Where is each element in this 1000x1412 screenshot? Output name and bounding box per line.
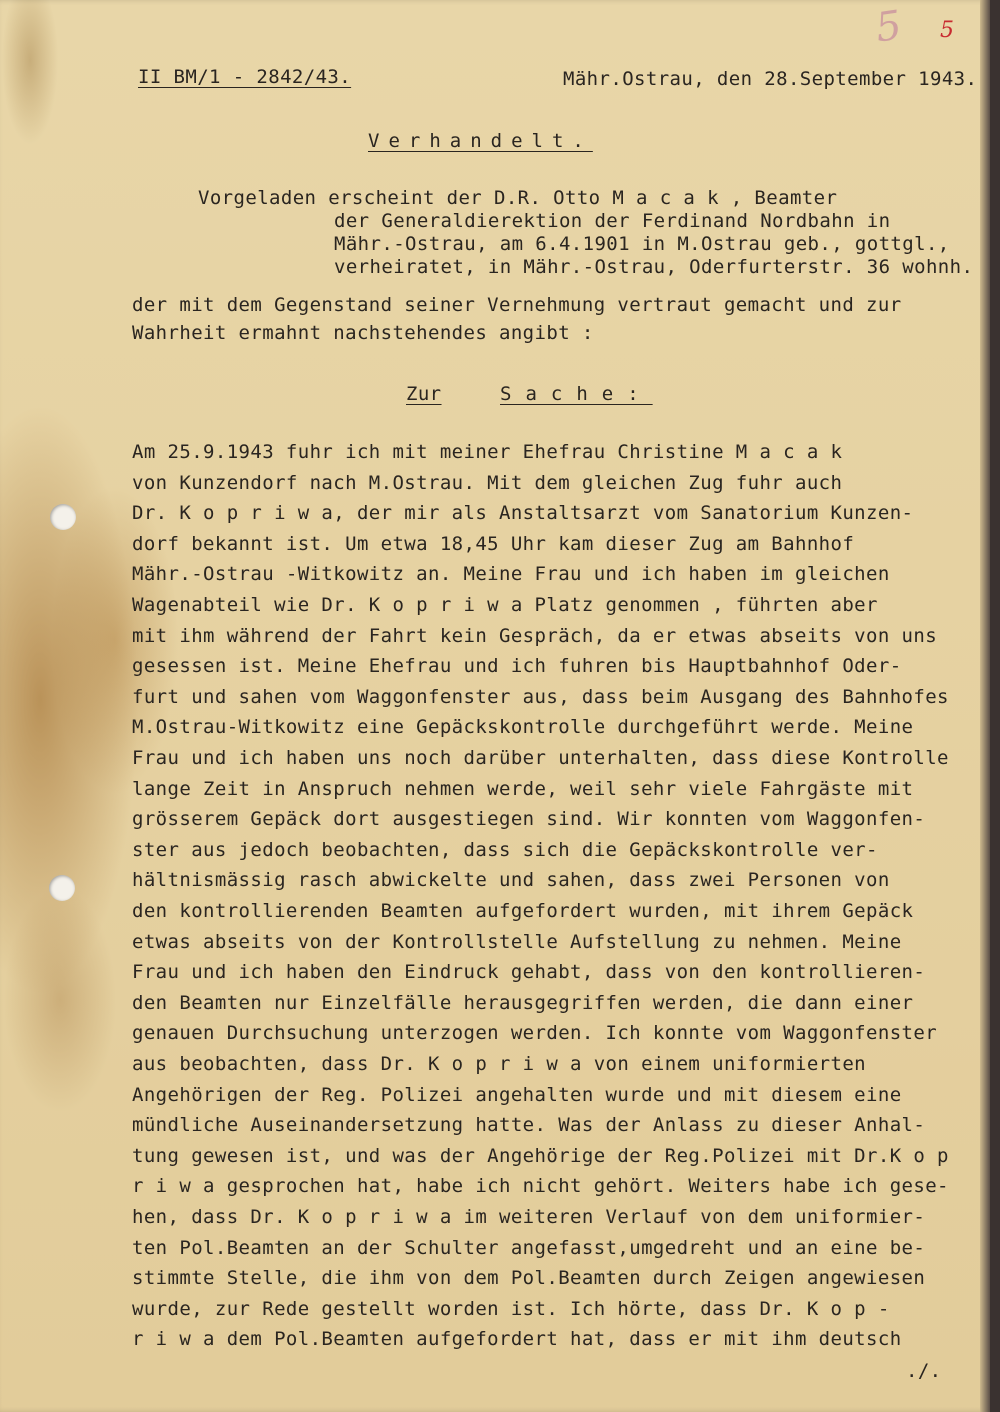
document-title: Verhandelt.: [368, 130, 593, 152]
intro-line-2: der Generaldierektion der Ferdinand Nordbahn in: [334, 210, 891, 232]
statement-line: Angehörigen der Reg. Polizei angehalten wurde und mit diesem eine: [132, 1084, 902, 1106]
place-date: Mähr.Ostrau, den 28.September 1943.: [563, 68, 978, 90]
continuation-mark: ./.: [906, 1360, 942, 1382]
statement-line: gesessen ist. Meine Ehefrau und ich fuhren bis Hauptbahnhof Oder-: [132, 655, 902, 677]
statement-line: Wagenabteil wie Dr. K o p r i w a Platz genommen , führten aber: [132, 594, 878, 616]
statement-line: von Kunzendorf nach M.Ostrau. Mit dem gleichen Zug fuhr auch: [132, 472, 843, 494]
statement-line: genauen Durchsuchung unterzogen werden. Ich konnte vom Waggonfenster: [132, 1022, 938, 1044]
page-edge: [980, 0, 990, 1412]
statement-line: mündliche Auseinandersetzung hatte. Was der Anlass zu dieser Anhal-: [132, 1114, 926, 1136]
file-reference: II BM/1 - 2842/43.: [138, 66, 352, 88]
punch-hole-top: [50, 504, 76, 530]
punch-hole-bottom: [49, 875, 75, 901]
red-page-number: 5: [940, 18, 954, 43]
preamble-line-1: der mit dem Gegenstand seiner Vernehmung vertraut gemacht und zur: [132, 294, 902, 316]
statement-line: hen, dass Dr. K o p r i w a im weiteren Verlauf von dem uniformier-: [132, 1206, 926, 1228]
preamble-line-2: Wahrheit ermahnt nachstehendes angibt :: [132, 322, 594, 344]
section-heading-sache: Sache:: [500, 383, 653, 405]
statement-line: grösserem Gepäck dort ausgestiegen sind. Wir konnten vom Waggonfen-: [132, 808, 926, 830]
statement-line: Frau und ich haben uns noch darüber unterhalten, dass diese Kontrolle: [132, 747, 949, 769]
statement-line: mit ihm während der Fahrt kein Gespräch, da er etwas abseits von uns: [132, 625, 938, 647]
statement-line: furt und sahen vom Waggonfenster aus, dass beim Ausgang des Bahnhofes: [132, 686, 949, 708]
statement-line: M.Ostrau-Witkowitz eine Gepäckskontrolle durchgeführt werde. Meine: [132, 716, 914, 738]
pencil-page-number: 5: [872, 2, 905, 52]
statement-line: ster aus jedoch beobachten, dass sich die Gepäckskontrolle ver-: [132, 839, 878, 861]
statement-line: wurde, zur Rede gestellt worden ist. Ich hörte, dass Dr. K o p -: [132, 1298, 890, 1320]
statement-line: r i w a dem Pol.Beamten aufgefordert hat, dass er mit ihm deutsch: [132, 1328, 902, 1350]
statement-line: r i w a gesprochen hat, habe ich nicht gehört. Weiters habe ich gese-: [132, 1175, 949, 1197]
statement-line: Mähr.-Ostrau -Witkowitz an. Meine Frau und ich haben im gleichen: [132, 563, 890, 585]
intro-line-4: verheiratet, in Mähr.-Ostrau, Oderfurterstr. 36 wohnh.: [334, 256, 974, 278]
statement-line: lange Zeit in Anspruch nehmen werde, weil sehr viele Fahrgäste mit: [132, 778, 914, 800]
intro-line-1: Vorgeladen erscheint der D.R. Otto M a c a k , Beamter: [198, 187, 838, 209]
statement-line: Frau und ich haben den Eindruck gehabt, dass von den kontrollieren-: [132, 961, 926, 983]
statement-line: Dr. K o p r i w a, der mir als Anstaltsarzt vom Sanatorium Kunzen-: [132, 502, 914, 524]
intro-line-3: Mähr.-Ostrau, am 6.4.1901 in M.Ostrau geb., gottgl.,: [334, 233, 950, 255]
statement-line: dorf bekannt ist. Um etwa 18,45 Uhr kam dieser Zug am Bahnhof: [132, 533, 855, 555]
statement-line: stimmte Stelle, die ihm von dem Pol.Beamten durch Zeigen angewiesen: [132, 1267, 926, 1289]
statement-line: ten Pol.Beamten an der Schulter angefasst,umgedreht und an eine be-: [132, 1237, 926, 1259]
statement-line: den Beamten nur Einzelfälle herausgegriffen werden, die dann einer: [132, 992, 914, 1014]
statement-line: tung gewesen ist, und was der Angehörige der Reg.Polizei mit Dr.K o p: [132, 1145, 949, 1167]
statement-line: aus beobachten, dass Dr. K o p r i w a von einem uniformierten: [132, 1053, 867, 1075]
section-heading-zur: Zur: [406, 383, 442, 405]
statement-line: Am 25.9.1943 fuhr ich mit meiner Ehefrau Christine M a c a k: [132, 441, 843, 463]
statement-line: etwas abseits von der Kontrollstelle Aufstellung zu nehmen. Meine: [132, 931, 902, 953]
statement-line: den kontrollierenden Beamten aufgefordert wurden, mit ihrem Gepäck: [132, 900, 914, 922]
statement-line: hältnismässig rasch abwickelte und sahen, dass zwei Personen von: [132, 869, 890, 891]
